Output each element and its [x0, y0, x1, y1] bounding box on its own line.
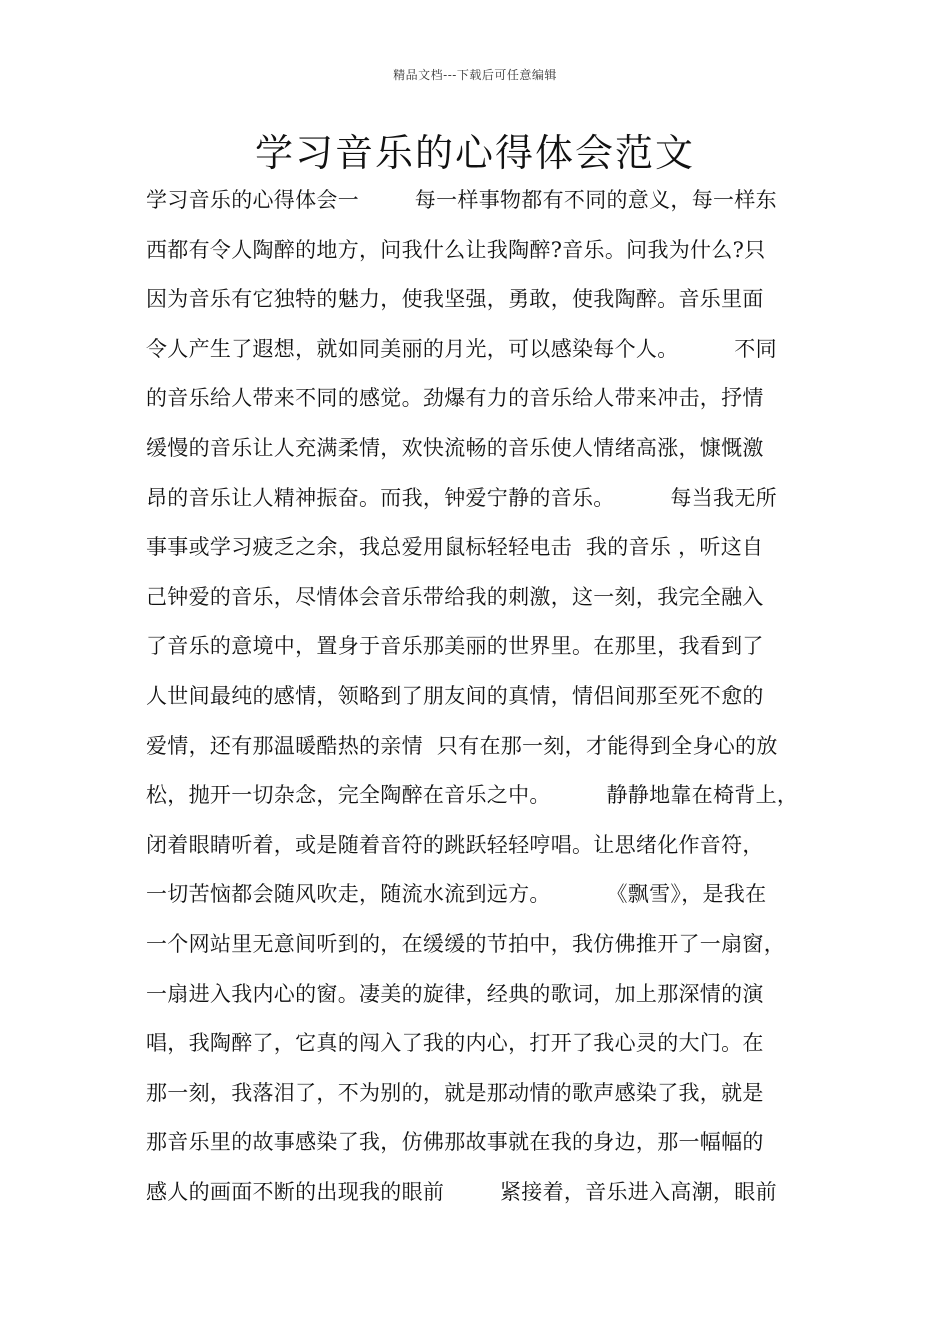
body-line: 一个网站里无意间听到的，在缓缓的节拍中，我仿佛推开了一扇窗， [146, 931, 785, 956]
document-body [146, 176, 826, 1217]
header-note: 精品文档---下载后可任意编辑 [393, 68, 557, 82]
body-line: 己钟爱的音乐，尽情体会音乐带给我的刺激，这一刻，我完全融入 [146, 584, 764, 609]
body-line: 那音乐里的故事感染了我，仿佛那故事就在我的身边，那一幅幅的 [146, 1130, 764, 1155]
body-line: 西都有令人陶醉的地方，问我什么让我陶醉?音乐。问我为什么?只 [146, 237, 766, 262]
body-line: 了音乐的意境中，置身于音乐那美丽的世界里。在那里，我看到了 [146, 634, 764, 659]
body-line: 令人产生了遐想，就如同美丽的月光，可以感染每个人。 不同 [146, 336, 777, 361]
body-line: 缓慢的音乐让人充满柔情，欢快流畅的音乐使人情绪高涨，慷慨激 [146, 435, 764, 460]
body-line: 昂的音乐让人精神振奋。而我，钟爱宁静的音乐。 每当我无所 [146, 485, 777, 510]
body-line: 爱情，还有那温暖酷热的亲情 只有在那一刻，才能得到全身心的放 [146, 733, 778, 758]
body-line: 感人的画面不断的出现我的眼前 紧接着，音乐进入高潮，眼前 [146, 1179, 777, 1204]
document-title: 学习音乐的心得体会范文 [254, 131, 695, 175]
body-line: 唱，我陶醉了，它真的闯入了我的内心，打开了我心灵的大门。在 [146, 1031, 764, 1056]
body-line: 学习音乐的心得体会一 每一样事物都有不同的意义，每一样东 [146, 188, 777, 212]
body-line: 闭着眼睛听着，或是随着音符的跳跃轻轻哼唱。让思绪化作音符， [146, 832, 764, 857]
body-line: 松，抛开一切杂念，完全陶醉在音乐之中。 静静地靠在椅背上， [146, 783, 799, 808]
body-line: 的音乐给人带来不同的感觉。劲爆有力的音乐给人带来冲击，抒情 [146, 386, 764, 411]
body-line: 一切苦恼都会随风吹走，随流水流到远方。 《飘雪》，是我在 [146, 882, 767, 907]
body-line: 事事或学习疲乏之余，我总爱用鼠标轻轻电击 我的音乐 ，听这自 [146, 535, 764, 560]
body-line: 那一刻，我落泪了，不为别的，就是那动情的歌声感染了我，就是 [146, 1080, 764, 1105]
body-line: 人世间最纯的感情，领略到了朋友间的真情，情侣间那至死不愈的 [146, 683, 764, 708]
body-line: 因为音乐有它独特的魅力，使我坚强，勇敢，使我陶醉。音乐里面 [146, 287, 764, 312]
body-line: 一扇进入我内心的窗。凄美的旋律，经典的歌词，加上那深情的演 [146, 981, 764, 1006]
